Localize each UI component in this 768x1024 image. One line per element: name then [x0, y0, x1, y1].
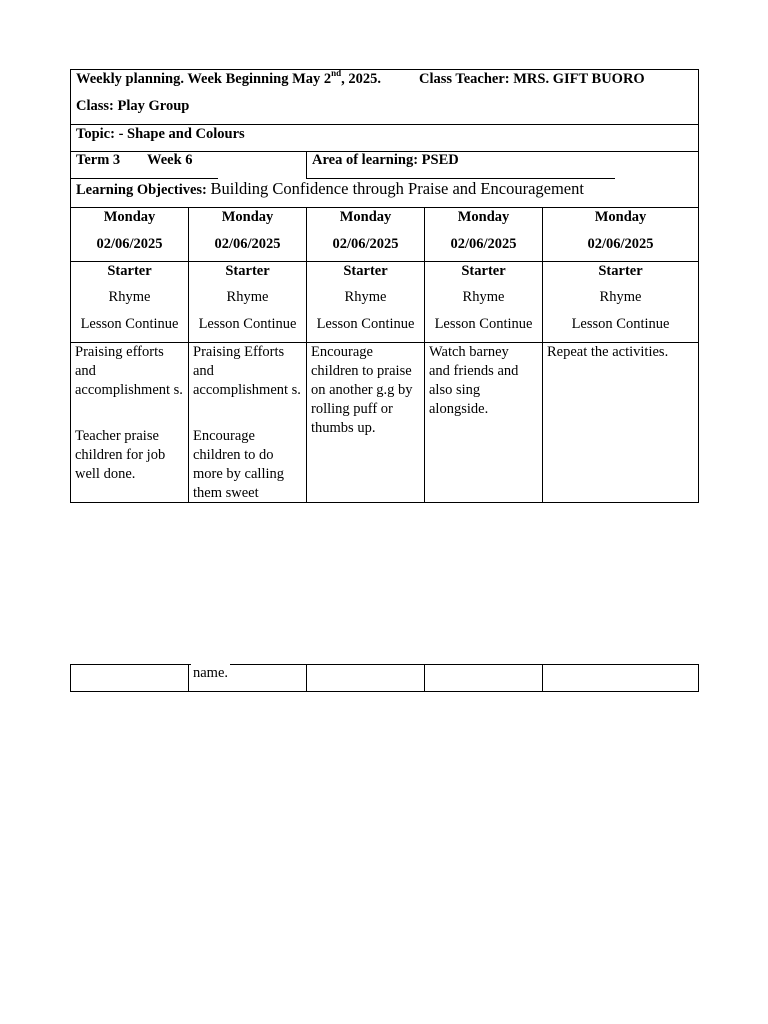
area-of-learning: Area of learning: PSED: [312, 152, 459, 168]
activity-text: Teacher praise children for job well done.: [75, 428, 166, 482]
activity-text: Praising efforts and accomplishment s.: [75, 344, 183, 398]
activity-text: Praising Efforts and accomplishment s.: [193, 344, 301, 398]
day-header: Monday: [221, 209, 274, 225]
activity-text: Encourage children to do more by calling them sweet: [193, 428, 285, 501]
day-header: Monday: [594, 209, 647, 225]
lesson-label: Lesson Continue: [434, 316, 533, 332]
activity-text: Watch barney and friends and also sing alongside.: [429, 344, 519, 417]
day-date: 02/06/2025: [214, 236, 281, 252]
starter-label: Starter: [107, 263, 152, 279]
class-name: Class: Play Group: [76, 98, 190, 114]
day-header: Monday: [339, 209, 392, 225]
topic: Topic: - Shape and Colours: [76, 126, 245, 142]
day-date: 02/06/2025: [332, 236, 399, 252]
term: Term 3: [76, 152, 121, 168]
rhyme-label: Rhyme: [599, 289, 642, 305]
rhyme-label: Rhyme: [462, 289, 505, 305]
starter-label: Starter: [225, 263, 270, 279]
day-date: 02/06/2025: [587, 236, 654, 252]
rhyme-label: Rhyme: [108, 289, 151, 305]
activity-text: Repeat the activities.: [547, 344, 669, 360]
lesson-label: Lesson Continue: [571, 316, 670, 332]
day-header: Monday: [457, 209, 510, 225]
day-header: Monday: [103, 209, 156, 225]
starter-label: Starter: [343, 263, 388, 279]
rhyme-label: Rhyme: [344, 289, 387, 305]
activity-overflow-text: name.: [193, 665, 229, 681]
rhyme-label: Rhyme: [226, 289, 269, 305]
lesson-label: Lesson Continue: [316, 316, 415, 332]
class-teacher: Class Teacher: MRS. GIFT BUORO: [419, 71, 645, 87]
week: Week 6: [147, 152, 193, 168]
starter-label: Starter: [461, 263, 506, 279]
plan-title: Weekly planning. Week Beginning May 2nd, 2025.: [76, 68, 382, 87]
lesson-label: Lesson Continue: [80, 316, 179, 332]
learning-objectives: Learning Objectives: Building Confidence through Praise and Encouragement: [76, 179, 584, 198]
starter-label: Starter: [598, 263, 643, 279]
day-date: 02/06/2025: [96, 236, 163, 252]
day-date: 02/06/2025: [450, 236, 517, 252]
lesson-label: Lesson Continue: [198, 316, 297, 332]
activity-text: Encourage children to praise on another g.g by rolling puff or thumbs up.: [311, 344, 413, 436]
